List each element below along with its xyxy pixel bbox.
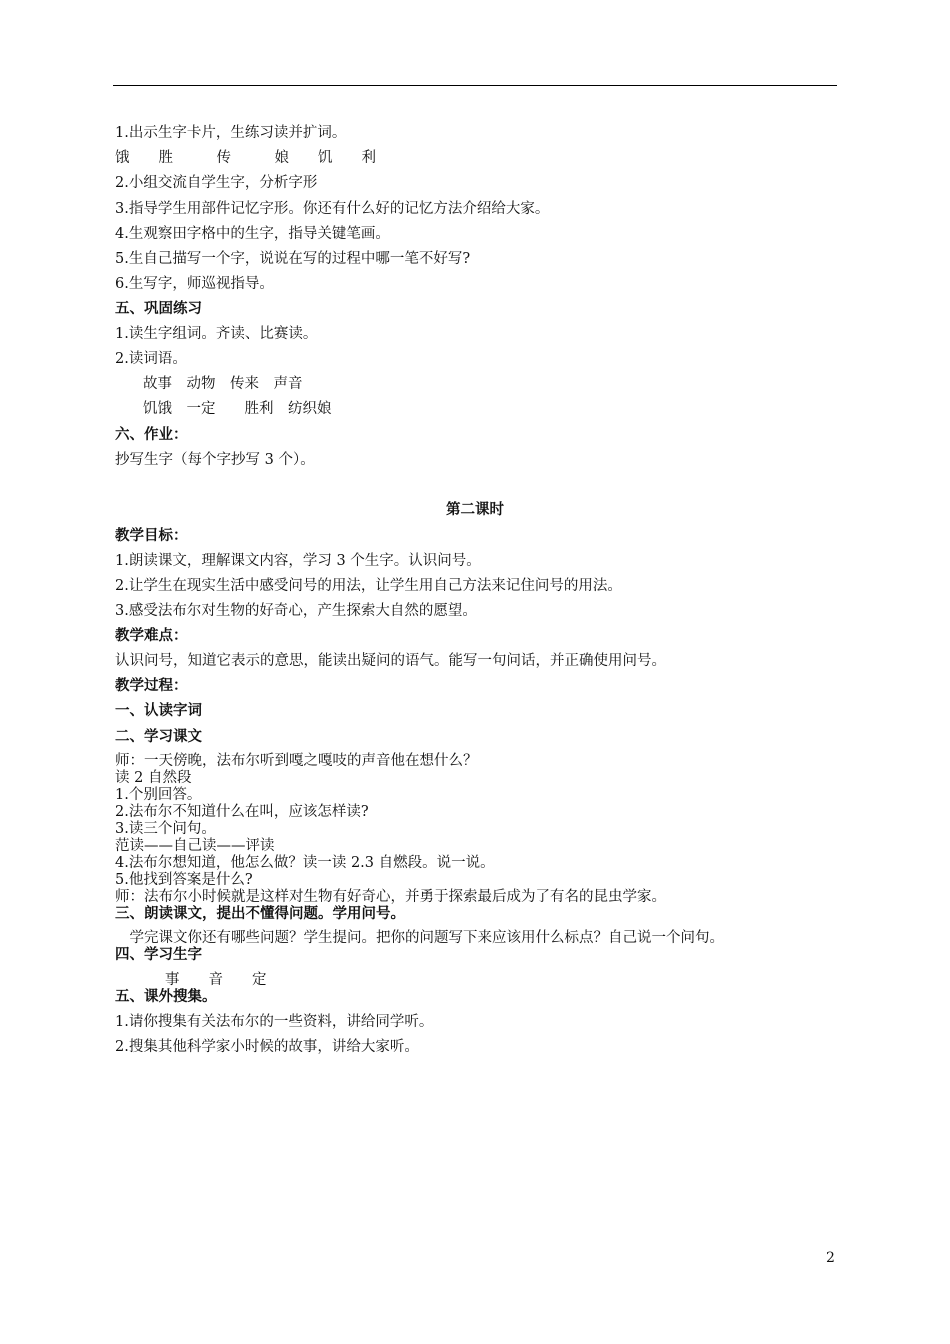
text-line: 6.生写字，师巡视指导。 (115, 276, 274, 292)
text-line: 3.感受法布尔对生物的好奇心，产生探索大自然的愿望。 (115, 603, 477, 619)
text-line: 1.朗读课文，理解课文内容，学习 3 个生字。认识问号。 (115, 553, 481, 569)
char-list: 饿 胜 传 娘 饥 利 (115, 150, 376, 166)
text-line: 3.指导学生用部件记忆字形。你还有什么好的记忆方法介绍给大家。 (115, 201, 550, 217)
text-line: 4.生观察田字格中的生字，指导关键笔画。 (115, 226, 390, 242)
section-heading: 四、学习生字 (115, 946, 202, 963)
text-line: 认识问号，知道它表示的意思，能读出疑问的语气。能写一句问话，并正确使用问号。 (115, 653, 666, 669)
text-line: 1.请你搜集有关法布尔的一些资料，讲给同学听。 (115, 1014, 434, 1030)
text-line: 师：法布尔小时候就是这样对生物有好奇心，并勇于探索最后成为了有名的昆虫学家。 (115, 889, 666, 905)
text-line: 2.搜集其他科学家小时候的故事，讲给大家听。 (115, 1039, 419, 1055)
text-line: 读 2 自然段 (115, 770, 192, 786)
text-line: 1.读生字组词。齐读、比赛读。 (115, 326, 318, 342)
text-line: 抄写生字（每个字抄写 3 个）。 (115, 452, 315, 468)
char-list: 事 音 定 (165, 972, 267, 988)
section-heading: 三、朗读课文，提出不懂得问题。学用问号。 (115, 905, 405, 922)
section-heading: 教学难点： (115, 627, 188, 644)
text-line: 3.读三个问句。 (115, 821, 216, 837)
text-line: 5.他找到答案是什么? (115, 872, 253, 888)
text-line: 4.法布尔想知道，他怎么做？读一读 2.3 自燃段。说一说。 (115, 855, 495, 871)
section-heading: 五、巩固练习 (115, 300, 202, 317)
text-line: 师：一天傍晚，法布尔听到嘎之嘎吱的声音他在想什么？ (115, 753, 478, 769)
section-heading: 一、认读字词 (115, 702, 202, 719)
text-line: 学完课文你还有哪些问题？学生提问。把你的问题写下来应该用什么标点？自己说一个问句。 (115, 930, 724, 946)
text-line: 2.读词语。 (115, 351, 187, 367)
text-line: 范读——自己读——评读 (115, 838, 275, 854)
section-heading: 二、学习课文 (115, 728, 202, 745)
text-line: 1.出示生字卡片，生练习读并扩词。 (115, 125, 347, 141)
section-heading: 五、课外搜集。 (115, 988, 217, 1005)
text-line: 5.生自己描写一个字，说说在写的过程中哪一笔不好写? (115, 251, 471, 267)
text-line: 2.小组交流自学生字，分析字形 (115, 175, 318, 191)
text-line: 1.个别回答。 (115, 787, 202, 803)
page-number: 2 (826, 1250, 835, 1266)
word-list: 故事 动物 传来 声音 (143, 376, 303, 392)
section-heading: 教学过程： (115, 677, 188, 694)
header-rule (113, 85, 837, 86)
text-line: 2.让学生在现实生活中感受问号的用法，让学生用自己方法来记住问号的用法。 (115, 578, 622, 594)
section-heading: 教学目标： (115, 527, 188, 544)
lesson-title: 第二课时 (446, 501, 504, 518)
text-line: 2.法布尔不知道什么在叫，应该怎样读? (115, 804, 369, 820)
word-list: 饥饿 一定 胜利 纺织娘 (143, 401, 332, 417)
section-heading: 六、作业： (115, 426, 188, 443)
